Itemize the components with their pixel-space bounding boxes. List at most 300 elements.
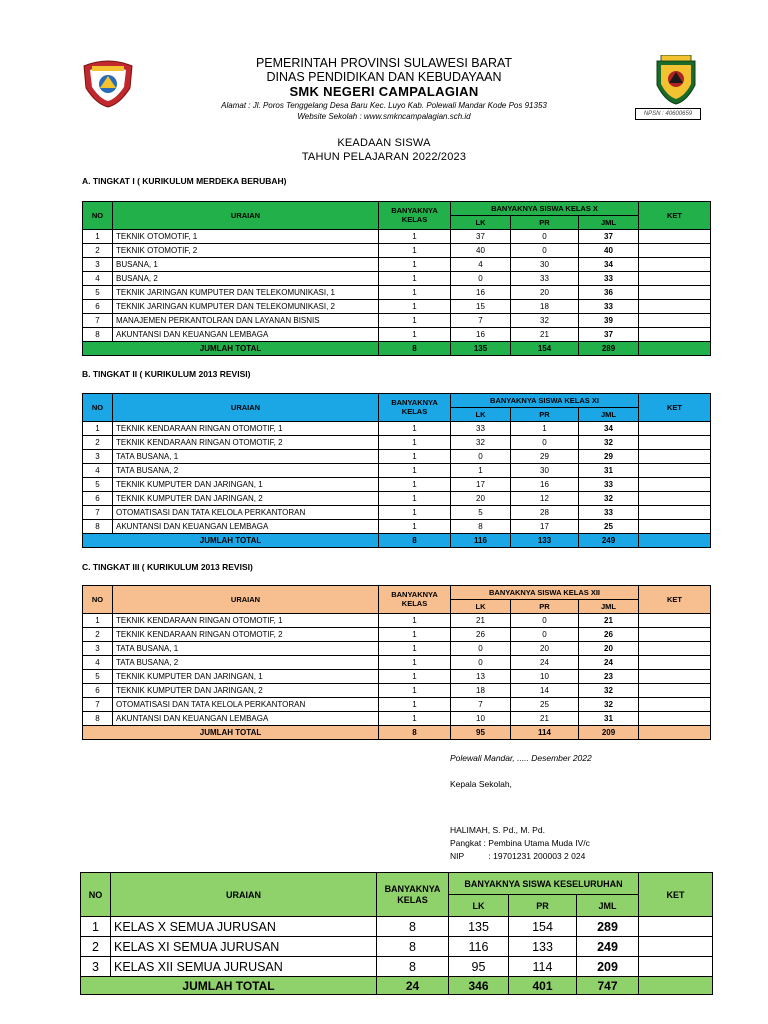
row-ket bbox=[639, 450, 711, 464]
row-no: 3 bbox=[83, 642, 113, 656]
header-banyaknya: BANYAKNYA bbox=[391, 589, 438, 599]
header-banyaknya: BANYAKNYA bbox=[391, 205, 438, 215]
row-ket bbox=[639, 628, 711, 642]
row-kelas: 1 bbox=[379, 712, 451, 726]
row-pr: 114 bbox=[509, 957, 577, 977]
header-government: PEMERINTAH PROVINSI SULAWESI BARAT bbox=[255, 56, 513, 70]
table-row bbox=[83, 244, 711, 258]
header-uraian: URAIAN bbox=[113, 394, 379, 422]
header-kelas: KELAS bbox=[401, 598, 428, 608]
table-grade-12 bbox=[82, 585, 711, 740]
row-lk: 17 bbox=[451, 478, 511, 492]
row-kelas: 1 bbox=[379, 642, 451, 656]
row-pr: 21 bbox=[511, 328, 579, 342]
row-no: 1 bbox=[83, 230, 113, 244]
row-no: 3 bbox=[83, 450, 113, 464]
row-lk: 116 bbox=[449, 937, 509, 957]
row-jml: 36 bbox=[579, 286, 639, 300]
row-lk: 0 bbox=[451, 272, 511, 286]
row-jml: 37 bbox=[579, 328, 639, 342]
letterhead bbox=[0, 50, 768, 130]
header-banyaknya-kelas bbox=[377, 873, 449, 917]
header-lk: LK bbox=[451, 216, 511, 230]
row-uraian: TEKNIK KENDARAAN RINGAN OTOMOTIF, 1 bbox=[113, 614, 379, 628]
table-row bbox=[83, 506, 711, 520]
row-jml: 40 bbox=[579, 244, 639, 258]
row-lk: 4 bbox=[451, 258, 511, 272]
nip-label: NIP bbox=[450, 851, 465, 861]
row-lk: 95 bbox=[449, 957, 509, 977]
row-lk: 0 bbox=[451, 450, 511, 464]
row-uraian: TEKNIK KENDARAAN RINGAN OTOMOTIF, 2 bbox=[113, 436, 379, 450]
row-kelas: 1 bbox=[379, 272, 451, 286]
row-jml: 33 bbox=[579, 478, 639, 492]
row-jml: 39 bbox=[579, 314, 639, 328]
row-ket bbox=[639, 656, 711, 670]
row-kelas: 1 bbox=[379, 684, 451, 698]
row-lk: 15 bbox=[451, 300, 511, 314]
row-no: 2 bbox=[81, 937, 111, 957]
row-kelas: 1 bbox=[379, 422, 451, 436]
header-student-count-group: BANYAKNYA SISWA KELAS XI bbox=[451, 394, 639, 408]
row-ket bbox=[639, 436, 711, 450]
row-no: 4 bbox=[83, 272, 113, 286]
row-lk: 5 bbox=[451, 506, 511, 520]
table-row bbox=[83, 464, 711, 478]
row-jml: 32 bbox=[579, 698, 639, 712]
header-uraian: URAIAN bbox=[113, 586, 379, 614]
doc-title: KEADAAN SISWA bbox=[337, 137, 431, 149]
row-ket bbox=[639, 614, 711, 628]
row-ket bbox=[639, 422, 711, 436]
table-grade-11 bbox=[82, 393, 711, 548]
row-kelas: 1 bbox=[379, 450, 451, 464]
row-lk: 7 bbox=[451, 314, 511, 328]
row-kelas: 1 bbox=[379, 656, 451, 670]
row-ket bbox=[639, 464, 711, 478]
row-jml: 24 bbox=[579, 656, 639, 670]
total-row bbox=[83, 342, 711, 356]
header-banyaknya: BANYAKNYA bbox=[384, 884, 441, 895]
row-no: 8 bbox=[83, 328, 113, 342]
header-no: NO bbox=[81, 873, 111, 917]
table-header-row bbox=[83, 586, 711, 600]
row-no: 6 bbox=[83, 684, 113, 698]
row-no: 4 bbox=[83, 656, 113, 670]
row-pr: 0 bbox=[511, 244, 579, 258]
row-kelas: 1 bbox=[379, 244, 451, 258]
header-ket: KET bbox=[639, 202, 711, 230]
row-pr: 0 bbox=[511, 628, 579, 642]
table-row bbox=[83, 258, 711, 272]
row-no: 5 bbox=[83, 670, 113, 684]
signature-rank: Pangkat : Pembina Utama Muda IV/c bbox=[450, 838, 590, 848]
table-row bbox=[83, 656, 711, 670]
row-kelas: 1 bbox=[379, 314, 451, 328]
row-no: 5 bbox=[83, 478, 113, 492]
row-jml: 32 bbox=[579, 684, 639, 698]
total-kelas: 8 bbox=[379, 342, 451, 356]
row-kelas: 1 bbox=[379, 328, 451, 342]
total-row bbox=[83, 534, 711, 548]
row-no: 1 bbox=[83, 422, 113, 436]
row-no: 2 bbox=[83, 244, 113, 258]
npsn-box: NPSN : 40600659 bbox=[635, 108, 701, 120]
row-ket bbox=[639, 230, 711, 244]
header-lk: LK bbox=[451, 408, 511, 422]
total-jml: 747 bbox=[577, 977, 639, 995]
header-no: NO bbox=[83, 394, 113, 422]
total-pr: 114 bbox=[511, 726, 579, 740]
signature-role: Kepala Sekolah, bbox=[450, 779, 512, 789]
header-student-count-group: BANYAKNYA SISWA KELAS X bbox=[451, 202, 639, 216]
row-jml: 23 bbox=[579, 670, 639, 684]
row-kelas: 1 bbox=[379, 464, 451, 478]
row-jml: 37 bbox=[579, 230, 639, 244]
row-ket bbox=[639, 917, 713, 937]
table-row bbox=[83, 628, 711, 642]
row-no: 4 bbox=[83, 464, 113, 478]
table-row bbox=[83, 698, 711, 712]
total-jml: 289 bbox=[579, 342, 639, 356]
total-kelas: 24 bbox=[377, 977, 449, 995]
table-row bbox=[81, 957, 713, 977]
total-lk: 95 bbox=[451, 726, 511, 740]
header-ket: KET bbox=[639, 586, 711, 614]
row-jml: 33 bbox=[579, 300, 639, 314]
row-jml: 34 bbox=[579, 422, 639, 436]
header-kelas: KELAS bbox=[397, 894, 428, 905]
table-row bbox=[83, 286, 711, 300]
row-pr: 12 bbox=[511, 492, 579, 506]
header-pr: PR bbox=[509, 895, 577, 917]
row-ket bbox=[639, 286, 711, 300]
header-student-count-group: BANYAKNYA SISWA KELAS XII bbox=[451, 586, 639, 600]
table-header-row bbox=[81, 873, 713, 895]
row-uraian: MANAJEMEN PERKANTOLRAN DAN LAYANAN BISNIS bbox=[113, 314, 379, 328]
row-pr: 25 bbox=[511, 698, 579, 712]
row-ket bbox=[639, 642, 711, 656]
row-pr: 24 bbox=[511, 656, 579, 670]
table-row bbox=[83, 642, 711, 656]
row-uraian: KELAS X SEMUA JURUSAN bbox=[111, 917, 377, 937]
row-lk: 1 bbox=[451, 464, 511, 478]
row-uraian: TATA BUSANA, 1 bbox=[113, 642, 379, 656]
signature-name: HALIMAH, S. Pd., M. Pd. bbox=[450, 825, 545, 835]
row-uraian: BUSANA, 2 bbox=[113, 272, 379, 286]
total-ket bbox=[639, 342, 711, 356]
table-header-row bbox=[83, 394, 711, 408]
row-ket bbox=[639, 328, 711, 342]
header-address: Alamat : Jl. Poros Tenggelang Desa Baru Kec. Luyo Kab. Polewali Mandar Kode Pos 91353 bbox=[221, 101, 547, 110]
header-lk: LK bbox=[451, 600, 511, 614]
row-no: 2 bbox=[83, 628, 113, 642]
table-row bbox=[83, 520, 711, 534]
signature-place-date: Polewali Mandar, ..... Desember 2022 bbox=[450, 753, 592, 763]
row-lk: 10 bbox=[451, 712, 511, 726]
row-uraian: OTOMATISASI DAN TATA KELOLA PERKANTORAN bbox=[113, 506, 379, 520]
row-kelas: 1 bbox=[379, 258, 451, 272]
row-uraian: TATA BUSANA, 1 bbox=[113, 450, 379, 464]
row-lk: 20 bbox=[451, 492, 511, 506]
total-kelas: 8 bbox=[379, 726, 451, 740]
row-pr: 10 bbox=[511, 670, 579, 684]
row-ket bbox=[639, 937, 713, 957]
row-jml: 34 bbox=[579, 258, 639, 272]
row-pr: 0 bbox=[511, 614, 579, 628]
row-kelas: 1 bbox=[379, 614, 451, 628]
row-pr: 32 bbox=[511, 314, 579, 328]
table-row bbox=[83, 478, 711, 492]
header-school-name: SMK NEGERI CAMPALAGIAN bbox=[289, 84, 479, 99]
row-jml: 25 bbox=[579, 520, 639, 534]
row-ket bbox=[639, 506, 711, 520]
row-uraian: TEKNIK KUMPUTER DAN JARINGAN, 1 bbox=[113, 478, 379, 492]
header-banyaknya: BANYAKNYA bbox=[391, 397, 438, 407]
row-ket bbox=[639, 492, 711, 506]
row-jml: 289 bbox=[577, 917, 639, 937]
table-row bbox=[81, 917, 713, 937]
row-ket bbox=[639, 478, 711, 492]
total-label: JUMLAH TOTAL bbox=[83, 726, 379, 740]
total-lk: 116 bbox=[451, 534, 511, 548]
row-kelas: 1 bbox=[379, 628, 451, 642]
row-lk: 135 bbox=[449, 917, 509, 937]
row-ket bbox=[639, 957, 713, 977]
row-jml: 249 bbox=[577, 937, 639, 957]
row-pr: 1 bbox=[511, 422, 579, 436]
row-no: 8 bbox=[83, 712, 113, 726]
section-a-label: A. TINGKAT I ( KURIKULUM MERDEKA BERUBAH) bbox=[82, 176, 287, 186]
row-jml: 32 bbox=[579, 492, 639, 506]
row-jml: 209 bbox=[577, 957, 639, 977]
row-lk: 37 bbox=[451, 230, 511, 244]
total-lk: 346 bbox=[449, 977, 509, 995]
row-uraian: TEKNIK OTOMOTIF, 2 bbox=[113, 244, 379, 258]
nip-value: : 19701231 200003 2 024 bbox=[488, 851, 586, 861]
total-row bbox=[83, 726, 711, 740]
row-uraian: TEKNIK KENDARAAN RINGAN OTOMOTIF, 1 bbox=[113, 422, 379, 436]
row-jml: 26 bbox=[579, 628, 639, 642]
table-row bbox=[81, 937, 713, 957]
row-ket bbox=[639, 314, 711, 328]
row-pr: 28 bbox=[511, 506, 579, 520]
table-row bbox=[83, 712, 711, 726]
total-label: JUMLAH TOTAL bbox=[81, 977, 377, 995]
header-lk: LK bbox=[449, 895, 509, 917]
row-kelas: 1 bbox=[379, 436, 451, 450]
header-no: NO bbox=[83, 586, 113, 614]
header-uraian: URAIAN bbox=[111, 873, 377, 917]
row-pr: 17 bbox=[511, 520, 579, 534]
row-kelas: 1 bbox=[379, 286, 451, 300]
doc-subtitle: TAHUN PELAJARAN 2022/2023 bbox=[301, 151, 467, 163]
row-lk: 32 bbox=[451, 436, 511, 450]
row-kelas: 1 bbox=[379, 478, 451, 492]
row-pr: 0 bbox=[511, 436, 579, 450]
row-no: 3 bbox=[83, 258, 113, 272]
row-uraian: TEKNIK JARINGAN KUMPUTER DAN TELEKOMUNIKASI, 2 bbox=[113, 300, 379, 314]
section-b-label: B. TINGKAT II ( KURIKULUM 2013 REVISI) bbox=[82, 369, 251, 379]
row-kelas: 8 bbox=[377, 957, 449, 977]
row-lk: 0 bbox=[451, 656, 511, 670]
row-lk: 7 bbox=[451, 698, 511, 712]
total-pr: 154 bbox=[511, 342, 579, 356]
row-lk: 0 bbox=[451, 642, 511, 656]
row-jml: 32 bbox=[579, 436, 639, 450]
row-uraian: AKUNTANSI DAN KEUANGAN LEMBAGA bbox=[113, 520, 379, 534]
row-uraian: BUSANA, 1 bbox=[113, 258, 379, 272]
total-label: JUMLAH TOTAL bbox=[83, 342, 379, 356]
header-jml: JML bbox=[577, 895, 639, 917]
row-no: 1 bbox=[83, 614, 113, 628]
row-pr: 0 bbox=[511, 230, 579, 244]
row-no: 3 bbox=[81, 957, 111, 977]
row-uraian: AKUNTANSI DAN KEUANGAN LEMBAGA bbox=[113, 328, 379, 342]
table-row bbox=[83, 492, 711, 506]
row-no: 7 bbox=[83, 314, 113, 328]
row-kelas: 8 bbox=[377, 937, 449, 957]
row-uraian: TEKNIK JARINGAN KUMPUTER DAN TELEKOMUNIKASI, 1 bbox=[113, 286, 379, 300]
table-row bbox=[83, 328, 711, 342]
row-uraian: TEKNIK KUMPUTER DAN JARINGAN, 2 bbox=[113, 492, 379, 506]
row-ket bbox=[639, 258, 711, 272]
row-lk: 21 bbox=[451, 614, 511, 628]
row-jml: 31 bbox=[579, 464, 639, 478]
row-uraian: KELAS XII SEMUA JURUSAN bbox=[111, 957, 377, 977]
header-pr: PR bbox=[511, 216, 579, 230]
total-ket bbox=[639, 726, 711, 740]
signature-nip bbox=[450, 851, 585, 861]
row-ket bbox=[639, 300, 711, 314]
row-kelas: 1 bbox=[379, 506, 451, 520]
header-jml: JML bbox=[579, 408, 639, 422]
row-kelas: 1 bbox=[379, 520, 451, 534]
row-lk: 8 bbox=[451, 520, 511, 534]
row-uraian: TEKNIK KUMPUTER DAN JARINGAN, 2 bbox=[113, 684, 379, 698]
row-pr: 16 bbox=[511, 478, 579, 492]
row-pr: 154 bbox=[509, 917, 577, 937]
table-header-row bbox=[83, 202, 711, 216]
total-jml: 209 bbox=[579, 726, 639, 740]
row-uraian: TEKNIK KUMPUTER DAN JARINGAN, 1 bbox=[113, 670, 379, 684]
header-banyaknya-kelas bbox=[379, 394, 451, 422]
table-row bbox=[83, 670, 711, 684]
row-lk: 16 bbox=[451, 328, 511, 342]
row-ket bbox=[639, 670, 711, 684]
total-pr: 401 bbox=[509, 977, 577, 995]
header-department: DINAS PENDIDIKAN DAN KEBUDAYAAN bbox=[266, 70, 502, 84]
header-no: NO bbox=[83, 202, 113, 230]
row-kelas: 1 bbox=[379, 230, 451, 244]
row-pr: 30 bbox=[511, 258, 579, 272]
row-no: 5 bbox=[83, 286, 113, 300]
table-row bbox=[83, 230, 711, 244]
header-website: Website Sekolah : www.smkncampalagian.sch.id bbox=[297, 112, 471, 121]
row-lk: 16 bbox=[451, 286, 511, 300]
row-ket bbox=[639, 684, 711, 698]
row-uraian: TEKNIK KENDARAAN RINGAN OTOMOTIF, 2 bbox=[113, 628, 379, 642]
header-banyaknya-kelas bbox=[379, 202, 451, 230]
row-jml: 29 bbox=[579, 450, 639, 464]
row-pr: 14 bbox=[511, 684, 579, 698]
header-pr: PR bbox=[511, 600, 579, 614]
table-row bbox=[83, 436, 711, 450]
header-uraian: URAIAN bbox=[113, 202, 379, 230]
row-pr: 33 bbox=[511, 272, 579, 286]
row-uraian: TEKNIK OTOMOTIF, 1 bbox=[113, 230, 379, 244]
row-pr: 30 bbox=[511, 464, 579, 478]
row-no: 2 bbox=[83, 436, 113, 450]
table-row bbox=[83, 314, 711, 328]
row-uraian: OTOMATISASI DAN TATA KELOLA PERKANTORAN bbox=[113, 698, 379, 712]
row-lk: 26 bbox=[451, 628, 511, 642]
header-kelas: KELAS bbox=[401, 406, 428, 416]
row-ket bbox=[639, 244, 711, 258]
row-lk: 40 bbox=[451, 244, 511, 258]
row-no: 7 bbox=[83, 698, 113, 712]
row-kelas: 1 bbox=[379, 698, 451, 712]
table-row bbox=[83, 300, 711, 314]
table-row bbox=[83, 422, 711, 436]
header-kelas: KELAS bbox=[401, 214, 428, 224]
header-ket: KET bbox=[639, 394, 711, 422]
row-ket bbox=[639, 520, 711, 534]
table-grade-10 bbox=[82, 201, 711, 356]
header-banyaknya-kelas bbox=[379, 586, 451, 614]
row-no: 7 bbox=[83, 506, 113, 520]
total-row bbox=[81, 977, 713, 995]
row-ket bbox=[639, 272, 711, 286]
row-pr: 133 bbox=[509, 937, 577, 957]
row-pr: 29 bbox=[511, 450, 579, 464]
header-student-count-group: BANYAKNYA SISWA KESELURUHAN bbox=[449, 873, 639, 895]
row-jml: 33 bbox=[579, 272, 639, 286]
row-pr: 20 bbox=[511, 286, 579, 300]
total-label: JUMLAH TOTAL bbox=[83, 534, 379, 548]
row-uraian: AKUNTANSI DAN KEUANGAN LEMBAGA bbox=[113, 712, 379, 726]
row-pr: 18 bbox=[511, 300, 579, 314]
row-jml: 31 bbox=[579, 712, 639, 726]
total-ket bbox=[639, 977, 713, 995]
row-lk: 18 bbox=[451, 684, 511, 698]
row-jml: 20 bbox=[579, 642, 639, 656]
row-kelas: 8 bbox=[377, 917, 449, 937]
section-c-label: C. TINGKAT III ( KURIKULUM 2013 REVISI) bbox=[82, 562, 253, 572]
header-pr: PR bbox=[511, 408, 579, 422]
total-pr: 133 bbox=[511, 534, 579, 548]
total-ket bbox=[639, 534, 711, 548]
row-uraian: TATA BUSANA, 2 bbox=[113, 656, 379, 670]
row-no: 8 bbox=[83, 520, 113, 534]
table-row bbox=[83, 614, 711, 628]
row-uraian: TATA BUSANA, 2 bbox=[113, 464, 379, 478]
table-summary bbox=[80, 872, 713, 995]
row-kelas: 1 bbox=[379, 300, 451, 314]
row-jml: 33 bbox=[579, 506, 639, 520]
header-ket: KET bbox=[639, 873, 713, 917]
row-kelas: 1 bbox=[379, 492, 451, 506]
row-kelas: 1 bbox=[379, 670, 451, 684]
total-jml: 249 bbox=[579, 534, 639, 548]
row-no: 1 bbox=[81, 917, 111, 937]
row-jml: 21 bbox=[579, 614, 639, 628]
row-uraian: KELAS XI SEMUA JURUSAN bbox=[111, 937, 377, 957]
row-ket bbox=[639, 712, 711, 726]
row-no: 6 bbox=[83, 492, 113, 506]
row-pr: 21 bbox=[511, 712, 579, 726]
row-lk: 13 bbox=[451, 670, 511, 684]
